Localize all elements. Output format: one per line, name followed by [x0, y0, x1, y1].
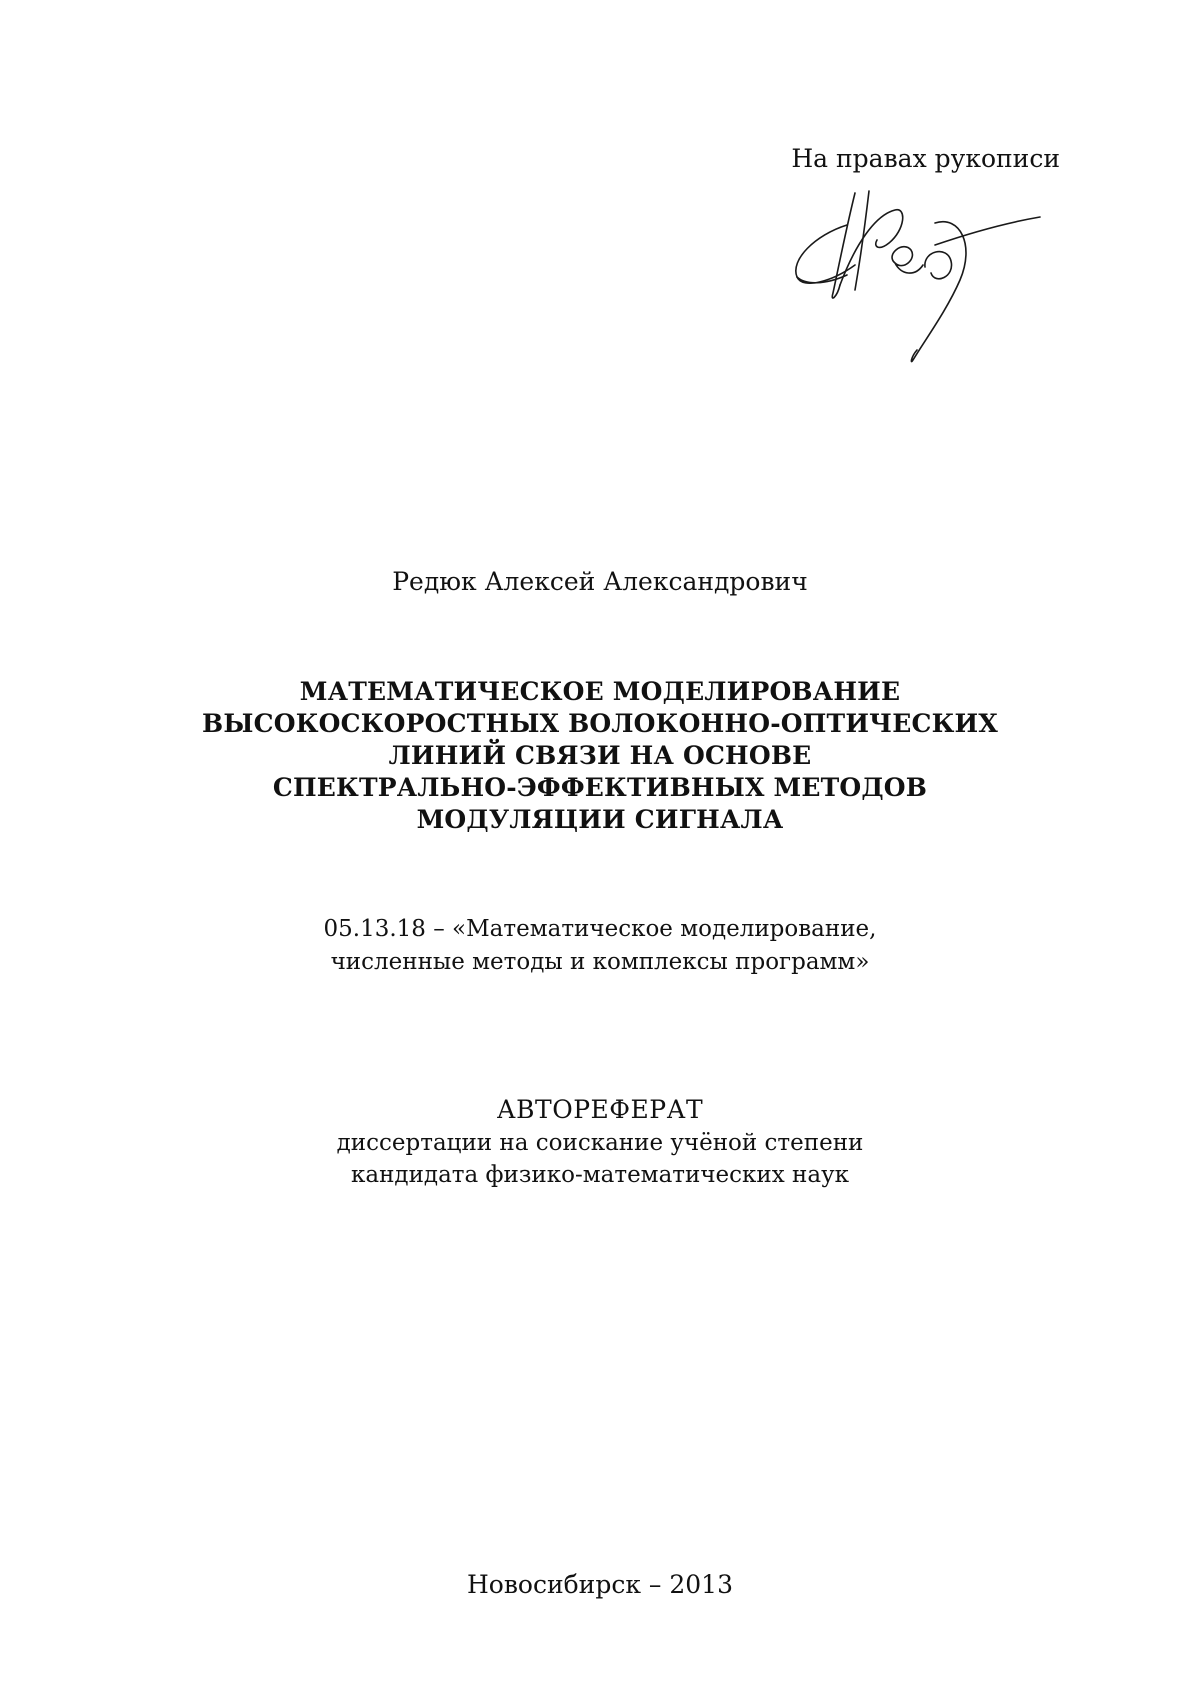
title-line: МАТЕМАТИЧЕСКОЕ МОДЕЛИРОВАНИЕ — [299, 677, 901, 706]
title-line: МОДУЛЯЦИИ СИГНАЛА — [416, 805, 784, 834]
title-line: СПЕКТРАЛЬНО-ЭФФЕКТИВНЫХ МЕТОДОВ — [272, 773, 928, 802]
title-line: ВЫСОКОСКОРОСТНЫХ ВОЛОКОННО-ОПТИЧЕСКИХ — [202, 709, 998, 738]
title-line: ЛИНИЙ СВЯЗИ НА ОСНОВЕ — [388, 741, 812, 770]
specialty-code — [100, 913, 1100, 979]
abstract-line: диссертации на соискание учёной степени — [336, 1130, 864, 1156]
specialty-line: численные методы и комплексы программ» — [330, 949, 870, 975]
abstract-heading: АВТОРЕФЕРАТ — [496, 1095, 704, 1124]
abstract-block — [100, 1093, 1100, 1191]
specialty-line: 05.13.18 – «Математическое моделирование, — [323, 916, 877, 942]
abstract-line: кандидата физико-математических наук — [351, 1162, 849, 1188]
signature-icon — [785, 185, 1045, 380]
dissertation-title — [100, 676, 1100, 836]
rights-note: На правах рукописи — [791, 144, 1060, 173]
author-name: Редюк Алексей Александрович — [392, 567, 808, 596]
city-year: Новосибирск – 2013 — [466, 1570, 733, 1599]
